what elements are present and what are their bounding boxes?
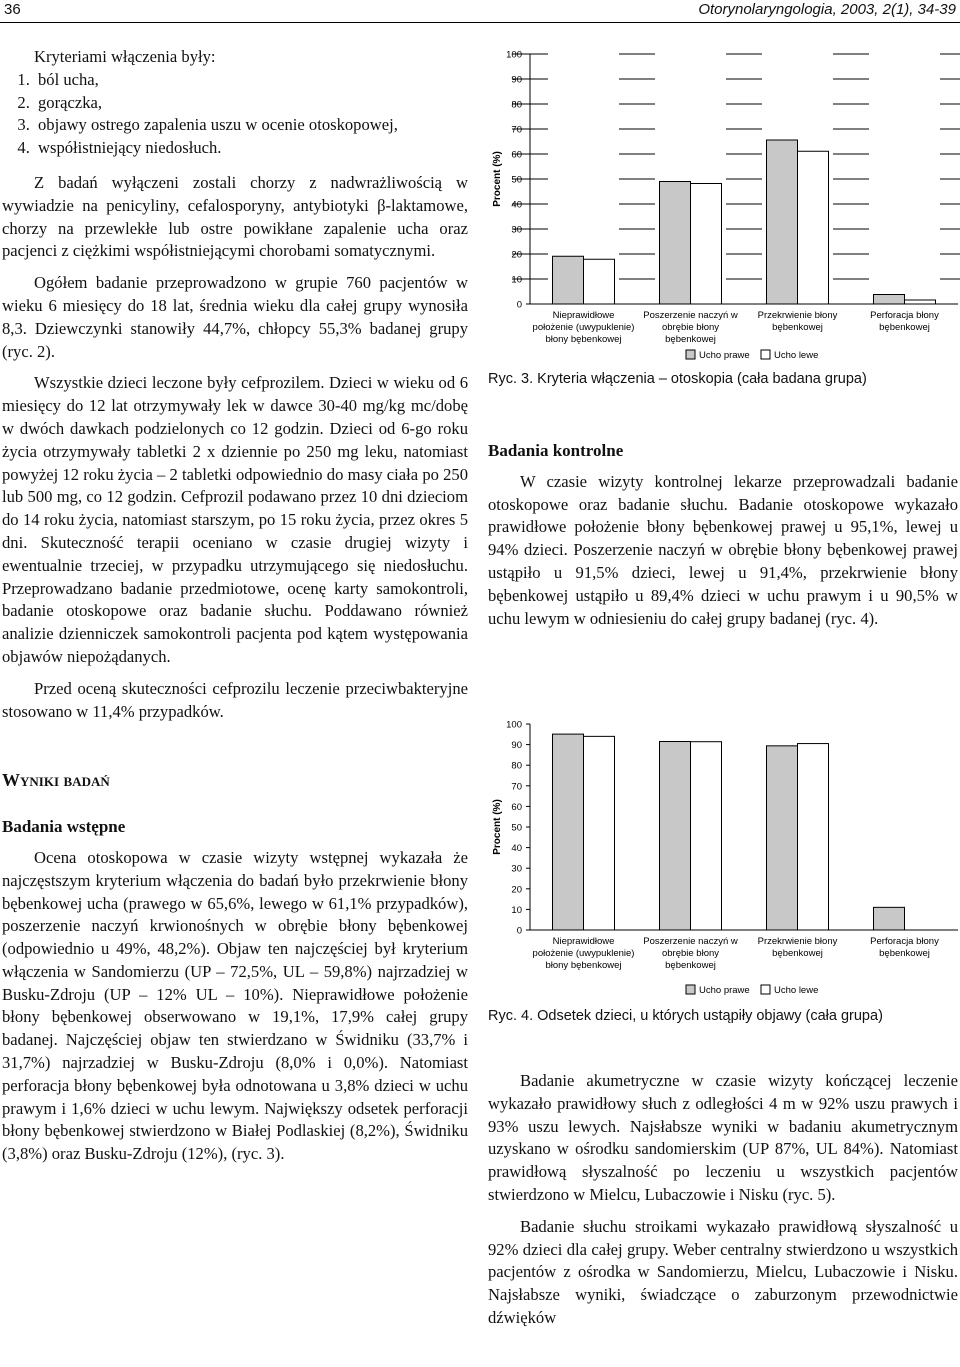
y-tick-label: 50	[511, 174, 522, 186]
category-label: błony bębenkowej	[545, 334, 622, 345]
bar-right-ear	[874, 907, 905, 930]
legend-swatch	[686, 350, 695, 359]
category-label: Poszerzenie naczyń w	[643, 936, 738, 947]
right-column-bottom	[488, 1070, 958, 1330]
journal-reference: Otorynolaryngologia, 2003, 2(1), 34-39	[698, 1, 956, 18]
paragraph-exclusion: Z badań wyłączeni zostali chorzy z nadwrażliwością w wywiadzie na penicyliny, cefalosporyny, antybiotyki β-laktamowe, chorzy na przewlekłe lub ostre powikłane zapalenie ucha oraz pacjenci z ciężkimi współistniejącymi chorobami somatycznymi.	[2, 172, 468, 261]
y-tick-label: 60	[511, 149, 522, 161]
subsection-title-initial: Badania wstępne	[2, 817, 126, 837]
y-tick-label: 10	[511, 274, 522, 286]
bar-left-ear	[798, 151, 829, 304]
bar-right-ear	[660, 742, 691, 930]
category-label: położenie (uwypuklenie)	[532, 322, 635, 333]
bar-right-ear	[660, 182, 691, 305]
category-label: bębenkowej	[879, 948, 930, 959]
y-tick-label: 10	[511, 904, 522, 916]
section-title-results: Wyniki badań	[2, 770, 110, 791]
paragraph-control: W czasie wizyty kontrolnej lekarze przeprowadzali badanie otoskopowe oraz badanie słuchu. Badanie otoskopowe wykazało prawidłowe położenie błony bębenkowej prawej u 95,1%, lewej u 94% dzieci. Poszerzenie naczyń w obrębie błony bębenkowej prawej ustąpiło u 91,5% dzieci, lewej u 91,4%, przekrwienie błony bębenkowej ustąpiło u 89,4% dzieci w uchu prawym i u 90,5% w uchu lewym w odniesieniu do całej grupy badanej (ryc. 4).	[488, 471, 958, 628]
bar-right-ear	[553, 256, 584, 304]
category-label: bębenkowej	[665, 960, 716, 971]
bar-left-ear	[584, 259, 615, 304]
y-tick-label: 70	[511, 781, 522, 793]
bar-left-ear	[691, 184, 722, 305]
page-number: 36	[4, 1, 21, 18]
legend-swatch	[761, 985, 770, 994]
category-label: Przekrwienie błony	[757, 310, 838, 321]
category-label: bębenkowej	[665, 334, 716, 345]
criteria-item: 3. objawy ostrego zapalenia uszu w ocenie otoskopowej,	[34, 114, 468, 137]
criteria-item: 4. współistniejący niedosłuch.	[34, 137, 468, 160]
y-tick-label: 60	[511, 801, 522, 813]
bar-left-ear	[584, 736, 615, 930]
chart-symptom-resolution	[488, 712, 960, 1002]
right-column-top	[488, 440, 958, 630]
category-label: Perforacja błony	[870, 310, 939, 321]
y-axis-label: Procent (%)	[492, 151, 503, 207]
category-label: obrębie błony	[661, 948, 720, 959]
y-tick-label: 100	[506, 49, 522, 61]
bar-right-ear	[553, 734, 584, 930]
legend-swatch	[686, 985, 695, 994]
category-label: Nieprawidłowe	[552, 310, 615, 321]
bar-right-ear	[767, 746, 798, 930]
y-tick-label: 90	[511, 74, 522, 86]
y-tick-label: 30	[511, 863, 522, 875]
figure-caption-4: Ryc. 4. Odsetek dzieci, u których ustąpiły objawy (cała grupa)	[488, 1008, 883, 1024]
category-label: bębenkowej	[772, 948, 823, 959]
bar-left-ear	[798, 744, 829, 930]
paragraph-treatment: Wszystkie dzieci leczone były cefprozilem. Dzieci w wieku od 6 miesięcy do 12 lat otrzymywały lek w dawce 30-40 mg/kg mc/dobę w dwóch dawkach podzielonych co 12 godzin. Dzieci od 6-go roku życia otrzymywały tabletki 2 x dziennie po 250 mg leku, natomiast powyżej 12 roku życia – 2 tabletki odpowiednio do masy ciała po 250 lub 500 mg, co 12 godzin. Cefprozil podawano przez 10 dni dzieciom do 14 roku życia, natomiast starszym, po 15 roku życia, przez okres 5 dni. Skuteczność terapii oceniano w czasie drugiej wizyty i ewentualnie trzeciej, w przypadku utrzymującego się niedosłuchu. Przeprowadzano badanie przedmiotowe, ocenę karty samokontroli, badanie otoskopowe oraz badanie słuchu. Poddawano również analizie dzienniczek samokontroli pacjenta pod kątem występowania objawów niepożądanych.	[2, 373, 468, 666]
y-tick-label: 40	[511, 199, 522, 211]
y-tick-label: 80	[511, 760, 522, 772]
y-tick-label: 0	[516, 925, 522, 937]
subsection-title-control: Badania kontrolne	[488, 441, 624, 460]
category-label: obrębie błony	[661, 322, 720, 333]
left-column	[2, 46, 468, 1166]
category-label: bębenkowej	[772, 322, 823, 333]
y-tick-label: 20	[511, 249, 522, 261]
paragraph-tuning-fork: Badanie słuchu stroikami wykazało prawidłową słyszalność u 92% dzieci dla całej grupy. Weber centralny stwierdzono u wszystkich pacjentów z ośrodka w Sandomierzu, Mielcu, Lubaczowie i Nisku. Najsłabsze wyniki, świadczące o zaburzonym przewodnictwie dźwięków	[488, 1216, 958, 1327]
legend-label: Ucho lewe	[774, 985, 819, 996]
y-tick-label: 80	[511, 99, 522, 111]
legend-swatch	[761, 350, 770, 359]
paragraph-group: Ogółem badanie przeprowadzono w grupie 760 pacjentów w wieku 6 miesięcy do 18 lat, średnia wieku dla całej grupy wynosiła 8,3. Dziewczynki stanowiły 44,7%, chłopcy 55,3% badanej grupy (ryc. 2).	[2, 273, 468, 361]
category-label: Przekrwienie błony	[757, 936, 838, 947]
y-tick-label: 50	[511, 822, 522, 834]
y-tick-label: 100	[506, 719, 522, 731]
category-label: błony bębenkowej	[545, 960, 622, 971]
y-axis-label: Procent (%)	[492, 799, 503, 855]
y-tick-label: 70	[511, 124, 522, 136]
category-label: bębenkowej	[879, 322, 930, 333]
page-header	[0, 0, 960, 23]
category-label: położenie (uwypuklenie)	[532, 948, 635, 959]
criteria-item: 1. ból ucha,	[34, 69, 468, 92]
y-tick-label: 20	[511, 884, 522, 896]
legend-label: Ucho prawe	[699, 350, 750, 361]
y-tick-label: 30	[511, 224, 522, 236]
figure-caption-3: Ryc. 3. Kryteria włączenia – otoskopia (cała badana grupa)	[488, 371, 867, 387]
chart-inclusion-criteria	[488, 42, 960, 364]
category-label: Perforacja błony	[870, 936, 939, 947]
y-tick-label: 40	[511, 843, 522, 855]
bar-right-ear	[767, 140, 798, 304]
bar-right-ear	[874, 295, 905, 305]
category-label: Poszerzenie naczyń w	[643, 310, 738, 321]
y-tick-label: 90	[511, 740, 522, 752]
y-tick-label: 0	[516, 299, 522, 311]
legend-label: Ucho lewe	[774, 350, 819, 361]
criteria-intro: Kryteriami włączenia były:	[34, 47, 216, 66]
criteria-item: 2. gorączka,	[34, 92, 468, 115]
category-label: Nieprawidłowe	[552, 936, 615, 947]
paragraph-audiometry: Badanie akumetryczne w czasie wizyty kończącej leczenie wykazało prawidłowy słuch z odległości 4 m w 92% uszu prawych i 93% uszu lewych. Najsłabsze wyniki w badaniu akumetrycznym uzyskano w ośrodku sandomierskim (UP 87%, UL 84%). Natomiast prawidłową słyszalność po leczeniu u wszystkich pacjentów stwierdzono w Mielcu, Lubaczowie i Nisku (ryc. 5).	[488, 1071, 958, 1204]
paragraph-initial-results: Ocena otoskopowa w czasie wizyty wstępnej wykazała że najczęstszym kryterium włączenia do badań było przekrwienie błony bębenkowej ucha (prawego w 65,6%, lewego w 61,1% przypadków), poszerzenie naczyń krwionośnych w obrębie błony bębenkowej (odpowiednio u 49%, 48,2%). Objaw ten najczęściej był kryterium włączenia w Sandomierzu (UP – 72,5%, UL – 59,8%) najrzadziej w Busku-Zdroju (UP – 12% UL – 10%). Nieprawidłowe położenie błony bębenkowej obserwowano w 19,1%, 17,9% całej grupy badanej. Najczęściej objaw ten stwierdzano w Świdniku (33,7% i 31,7%) najrzadziej w Busku-Zdroju (8,0% i 0,0%). Natomiast perforacja błony bębenkowej była odnotowana u 3,8% dzieci w uchu prawym i 1,6% dzieci w uchu lewym. Największy odsetek perforacji błony bębenkowej stwierdzono w Białej Podlaskiej (8,2%), Świdniku (3,8%) oraz Busku-Zdroju (12%), (ryc. 3).	[2, 847, 468, 1164]
criteria-list	[2, 69, 468, 160]
paragraph-prior-treatment: Przed oceną skuteczności cefprozilu leczenie przeciwbakteryjne stosowano w 11,4% przypadków.	[2, 678, 468, 721]
bar-left-ear	[905, 300, 936, 304]
bar-left-ear	[691, 742, 722, 930]
legend-label: Ucho prawe	[699, 985, 750, 996]
